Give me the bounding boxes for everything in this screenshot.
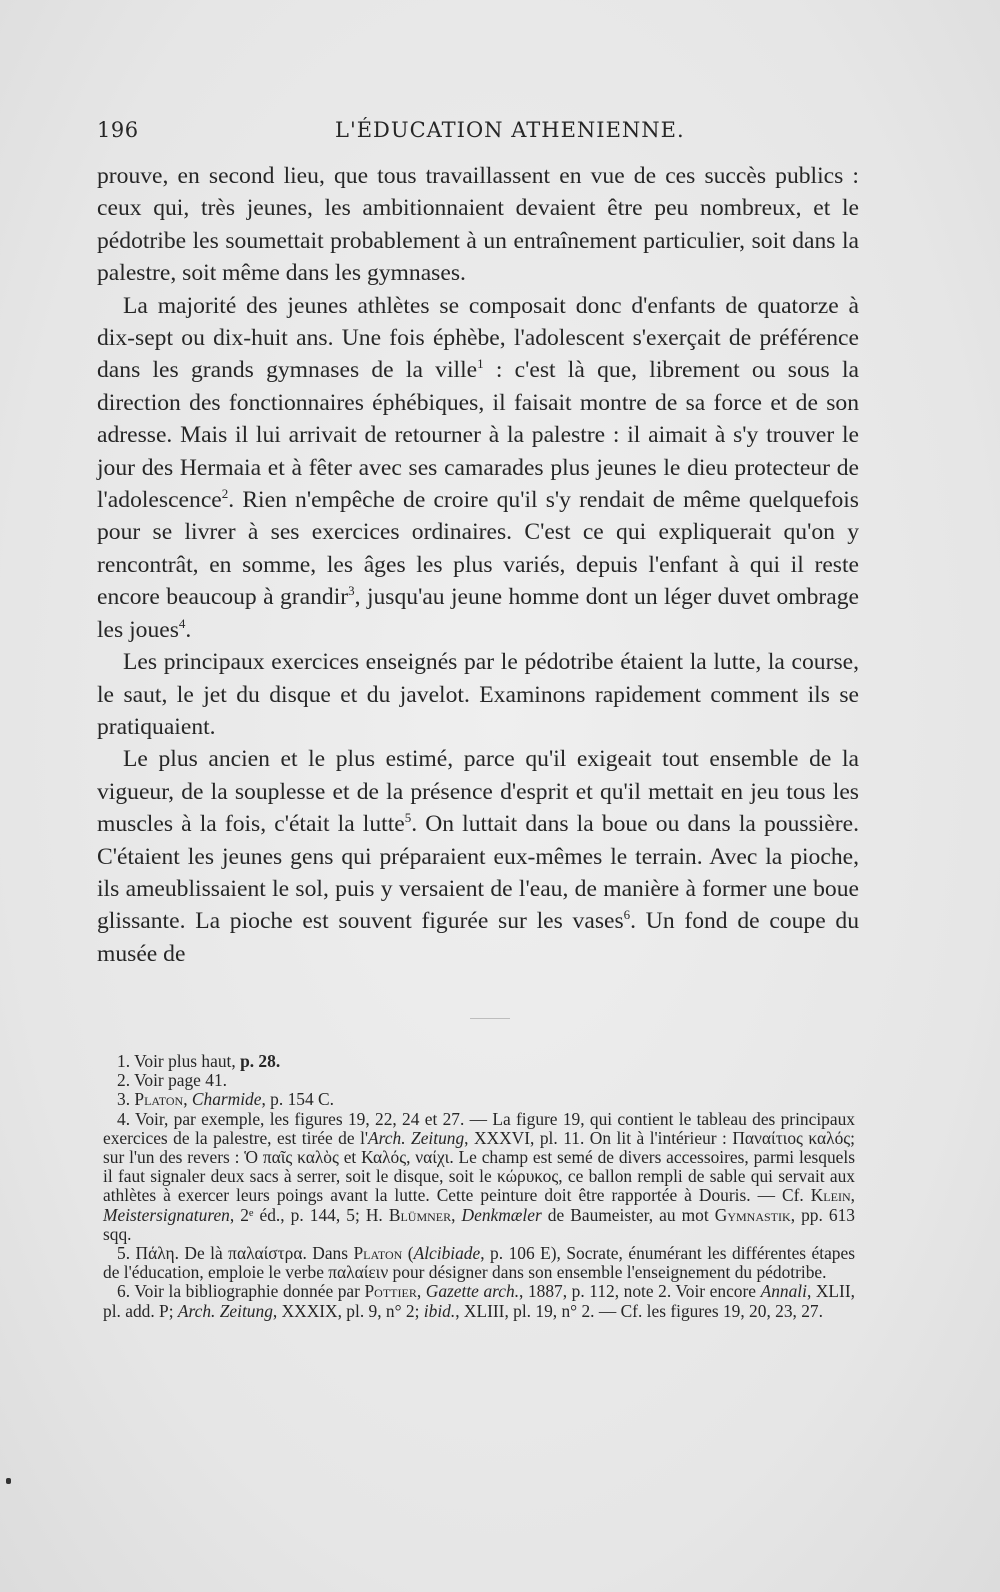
- footnote-ref[interactable]: 5: [404, 810, 412, 826]
- footnote-ref[interactable]: 3: [348, 583, 355, 599]
- footnote-5: 5. Πάλη. De là παλαίστρα. Dans Platon (Alcibiade, p. 106 E), Socrate, énumérant les différentes étapes de l'éducation, emploie le verbe παλαίειν pour désigner dans son ensemble l'enseignement du pédotribe.: [103, 1243, 855, 1283]
- footnote-ref[interactable]: 1: [477, 356, 484, 372]
- body-text: [97, 160, 859, 970]
- footnote-ref[interactable]: 4: [178, 615, 186, 631]
- footnote-6: 6. Voir la bibliographie donnée par Pottier, Gazette arch., 1887, p. 112, note 2. Voir encore Annali, XLII, pl. add. P; Arch. Zeitung, XXXIX, pl. 9, n° 2; ibid., XLIII, pl. 19, n° 2. — Cf. les figures 19, 20, 23, 27.: [103, 1281, 855, 1321]
- footnote-ref[interactable]: 6: [623, 907, 631, 923]
- page-header: [97, 118, 857, 148]
- footnote-1: 1. Voir plus haut, p. 28.: [117, 1051, 281, 1071]
- paragraph: La majorité des jeunes athlètes se composait donc d'enfants de quatorze à dix-sept ou dix-huit ans. Une fois éphèbe, l'adolescent s'exerçait de préférence dans les grands gymnases de la ville$^1$ : c'est là que, librement ou sous la direction des fonctionnaires éphébiques, il faisait montre de sa force et de son adresse. Mais il lui arrivait de retourner à la palestre : il aimait à s'y trouver le jour des Hermaia et à fêter avec ses camarades plus jeunes le dieu protecteur de l'adolescence$^2$. Rien n'empêche de croire qu'il s'y rendait de même quelquefois pour se livrer à ses exercices ordinaires. C'est ce qui expliquerait qu'on y rencontrât, en somme, les âges les plus variés, depuis l'enfant à qui il reste encore beaucoup à grandir$^3$, jusqu'au jeune homme dont un léger duvet ombrage les joues$^4$.: [97, 292, 859, 643]
- paragraph: Les principaux exercices enseignés par le pédotribe étaient la lutte, la course, le saut, le jet du disque et du javelot. Examinons rapidement comment ils se pratiquaient.: [97, 649, 859, 740]
- footnotes: [103, 1052, 855, 1321]
- footnote-ref[interactable]: 2: [221, 486, 229, 502]
- footnote-2: 2. Voir page 41.: [117, 1070, 227, 1091]
- footnote-4: 4. Voir, par exemple, les figures 19, 22, 24 et 27. — La figure 19, qui contient le tableau des principaux exercices de la palestre, est tirée de l'Arch. Zeitung, XXXVI, pl. 11. On lit à l'intérieur : Παναίτιος καλός; sur l'un des revers : Ὁ παῖς καλὸς et Καλός, ναίχι. Le champ est semé de divers accessoires, parmi lesquels il faut signaler deux sacs à serrer, soit le disque, soit le κώρυκος, ce ballon rempli de sable qui servait aux athlètes à exercer leurs poings avant la lutte. Cette peinture doit être rapportée à Douris. — Cf. Klein, Meistersignaturen, 2ᵉ éd., p. 144, 5; H. Blümner, Denkmæler de Baumeister, au mot Gymnastik, pp. 613 sqq.: [103, 1108, 855, 1244]
- page-number: 196: [97, 118, 139, 142]
- running-title: L'ÉDUCATION ATHENIENNE.: [335, 118, 685, 142]
- paragraph: Le plus ancien et le plus estimé, parce qu'il exigeait tout ensemble de la vigueur, de la souplesse et de la présence d'esprit et qu'il mettait en jeu tous les muscles à la fois, c'était la lutte$^5$. On luttait dans la boue ou dans la poussière. C'étaient les jeunes gens qui préparaient eux-mêmes le terrain. Avec la pioche, ils ameublissaient le sol, puis y versaient de l'eau, de manière à former une boue glissante. La pioche est souvent figurée sur les vases$^6$. Un fond de coupe du musée de: [97, 746, 859, 967]
- footnote-3: 3. Platon, Charmide, p. 154 C.: [117, 1089, 334, 1110]
- ink-speck: [6, 1478, 11, 1484]
- footnote-divider: [470, 1018, 510, 1019]
- paragraph: prouve, en second lieu, que tous travaillassent en vue de ces succès publics : ceux qui, très jeunes, les ambitionnaient devaient être peu nombreux, et le pédotribe les soumettait probablement à un entraînement particulier, soit dans la palestre, soit même dans les gymnases.: [97, 163, 859, 287]
